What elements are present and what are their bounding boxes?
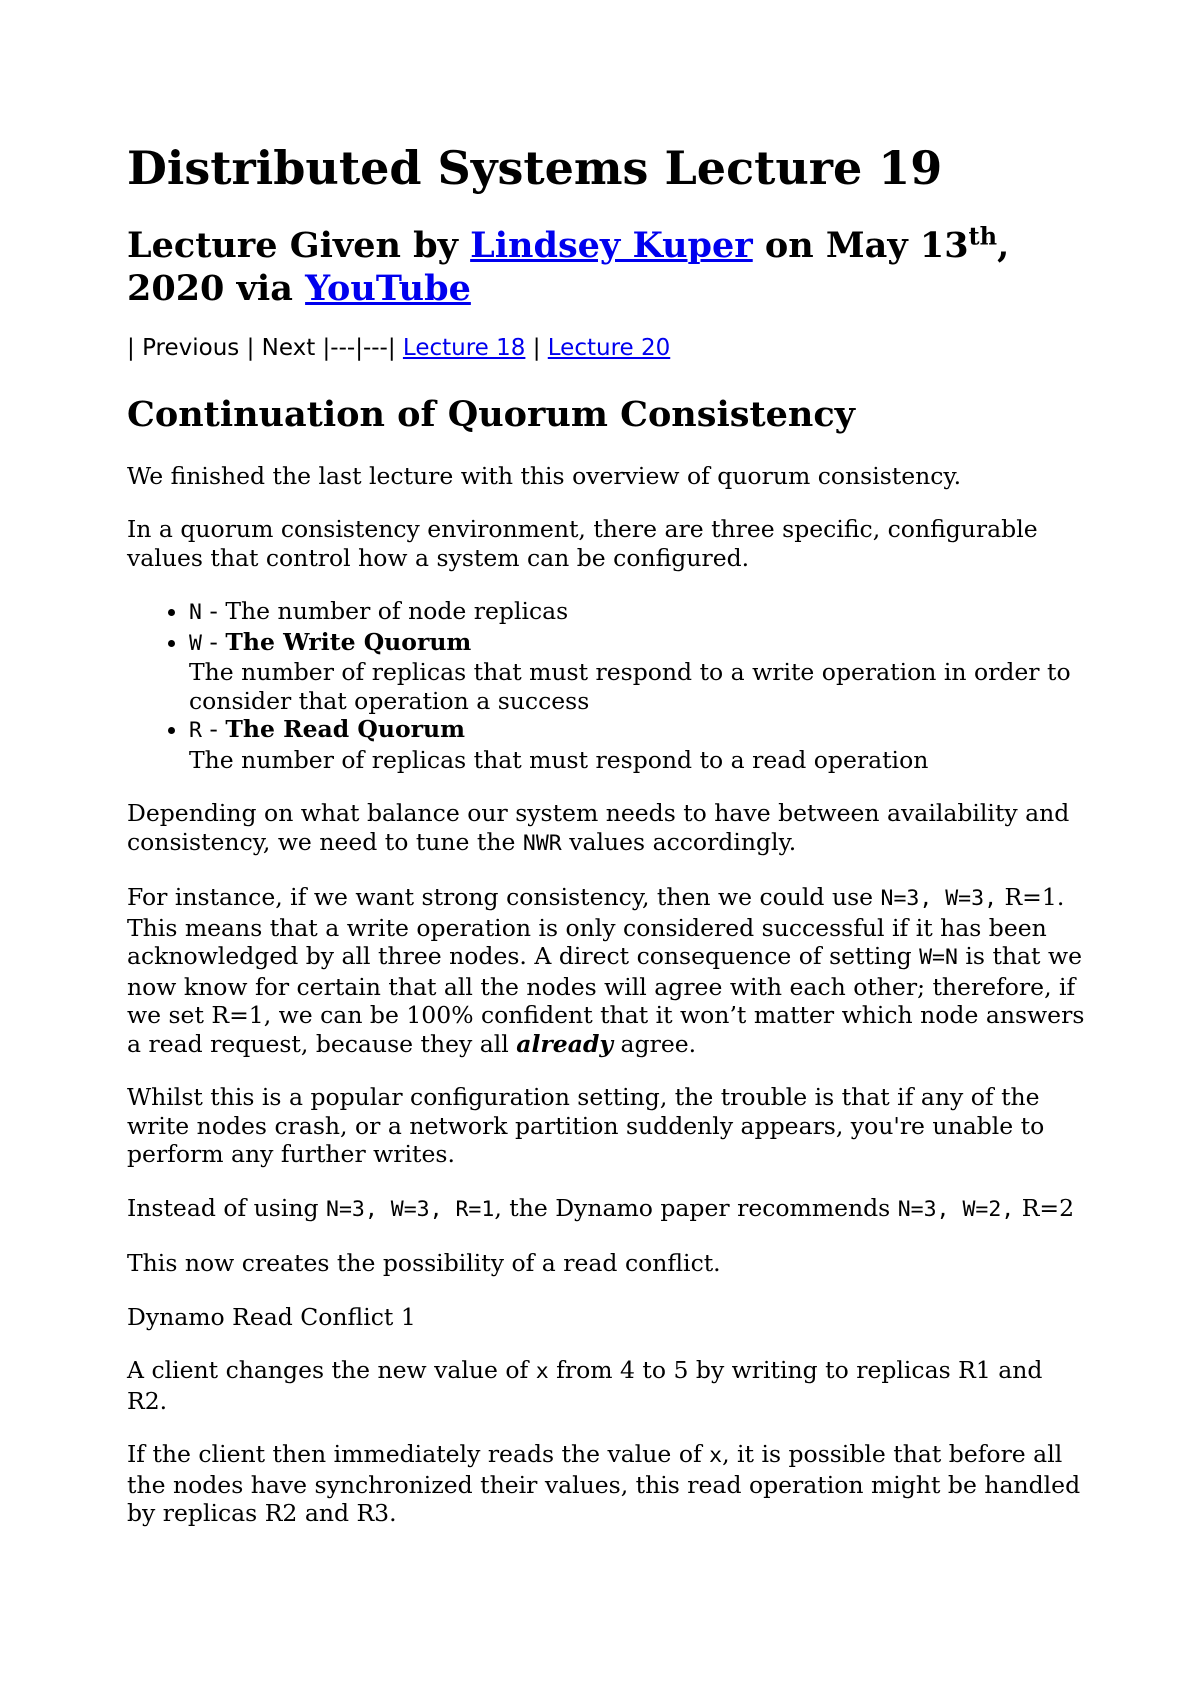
- lecture-18-link[interactable]: Lecture 18: [402, 335, 526, 361]
- list-item-n: [189, 597, 1087, 628]
- code-config-strong: N=3, W=3,: [880, 886, 998, 911]
- text-run: Depending on what balance our system needs to have between availability and consistency, we need to tune the: [127, 799, 1070, 856]
- code-r: R: [189, 718, 202, 743]
- subtitle-comma: ,: [997, 225, 1010, 266]
- text-run: from 4 to 5 by writing to replicas R1 and R2.: [127, 1356, 1043, 1415]
- paragraph-balance: [127, 799, 1087, 858]
- code-w: W: [189, 630, 202, 656]
- list-dash: -: [201, 627, 226, 656]
- code-config-old: N=3, W=3, R=1: [326, 1196, 495, 1222]
- text-run: agree.: [613, 1029, 697, 1058]
- paragraph-client-write: [127, 1356, 1087, 1415]
- text-run: R=1. This means that a write operation is only considered successful if it has been acknowledged by all three nodes. A direct consequence of setting: [127, 883, 1065, 970]
- paragraph-conflict-label: Dynamo Read Conflict 1: [127, 1302, 416, 1331]
- page-title: Distributed Systems Lecture 19: [127, 141, 943, 195]
- nav-pipe: |: [127, 335, 135, 361]
- list-item-text: The number of node replicas: [225, 597, 569, 625]
- subtitle-year: 2020 via: [127, 268, 306, 309]
- list-dash: -: [201, 597, 226, 625]
- paragraph-dynamo-recommendation: [127, 1194, 1087, 1225]
- nav-next: Next: [261, 335, 316, 361]
- paragraph-trouble: Whilst this is a popular configuration setting, the trouble is that if any of the write nodes crash, or a network partition suddenly appears, you're unable to perform any further writes.: [127, 1083, 1045, 1168]
- text-run: values accordingly.: [561, 827, 797, 856]
- nav-pipe: |: [246, 335, 255, 361]
- nav-pipe: |: [532, 335, 541, 361]
- lecture-20-link[interactable]: Lecture 20: [547, 335, 671, 361]
- subtitle-date: on May 13: [752, 225, 969, 266]
- text-run: , the Dynamo paper recommends: [494, 1193, 898, 1222]
- paragraph-overview: We finished the last lecture with this overview of quorum consistency.: [127, 461, 962, 490]
- author-link[interactable]: Lindsey Kuper: [470, 225, 753, 266]
- text-run: R=2: [1021, 1193, 1075, 1222]
- paragraph-config-values: In a quorum consistency environment, there are three specific, configurable values that control how a system can be configured.: [127, 515, 1038, 572]
- list-item-w: [189, 628, 1087, 716]
- read-quorum-label: The Read Quorum: [225, 715, 465, 743]
- write-quorum-desc: The number of replicas that must respond to a write operation in order to consider that operation a success: [189, 658, 1071, 715]
- paragraph-strong-consistency: [127, 883, 1087, 1058]
- list-item-r: [189, 715, 1087, 774]
- code-x: x: [535, 1359, 549, 1384]
- lecture-subtitle: [127, 221, 1087, 310]
- document-page: [127, 140, 1087, 1553]
- paragraph-client-read: [127, 1440, 1087, 1528]
- code-nwr: NWR: [522, 830, 562, 856]
- list-dash: -: [201, 715, 226, 743]
- text-run: is that we now know for certain that all the nodes will agree with each other; therefore, if we set R=1, we can be 100% confident that it won’t matter which node answers a read request, because they all: [127, 942, 1085, 1058]
- nav-separator: |---|---|: [322, 335, 396, 361]
- youtube-link[interactable]: YouTube: [305, 268, 471, 309]
- paragraph-read-conflict: This now creates the possibility of a read conflict.: [127, 1249, 721, 1277]
- text-run: If the client then immediately reads the value of: [127, 1440, 710, 1468]
- text-run: , it is possible that before all the nodes have synchronized their values, this read operation might be handled by replicas R2 and R3.: [127, 1440, 1081, 1527]
- code-config-dynamo: N=3, W=2,: [897, 1196, 1015, 1222]
- subtitle-prefix: Lecture Given by: [127, 225, 471, 266]
- text-run: For instance, if we want strong consistency, then we could use: [127, 883, 881, 911]
- text-run: Instead of using: [127, 1193, 327, 1222]
- nav-previous: Previous: [142, 335, 240, 361]
- text-run: A client changes the new value of: [127, 1356, 536, 1384]
- read-quorum-desc: The number of replicas that must respond to a read operation: [189, 745, 929, 774]
- section-heading: Continuation of Quorum Consistency: [127, 393, 855, 435]
- lecture-nav: [127, 334, 1087, 363]
- nwr-list: [127, 597, 1087, 774]
- code-x: x: [709, 1443, 723, 1468]
- emphasis-already: already: [516, 1029, 614, 1058]
- code-w-equals-n: W=N: [919, 945, 958, 970]
- date-ordinal: th: [968, 221, 998, 251]
- code-n: N: [189, 600, 202, 625]
- write-quorum-label: The Write Quorum: [225, 627, 472, 656]
